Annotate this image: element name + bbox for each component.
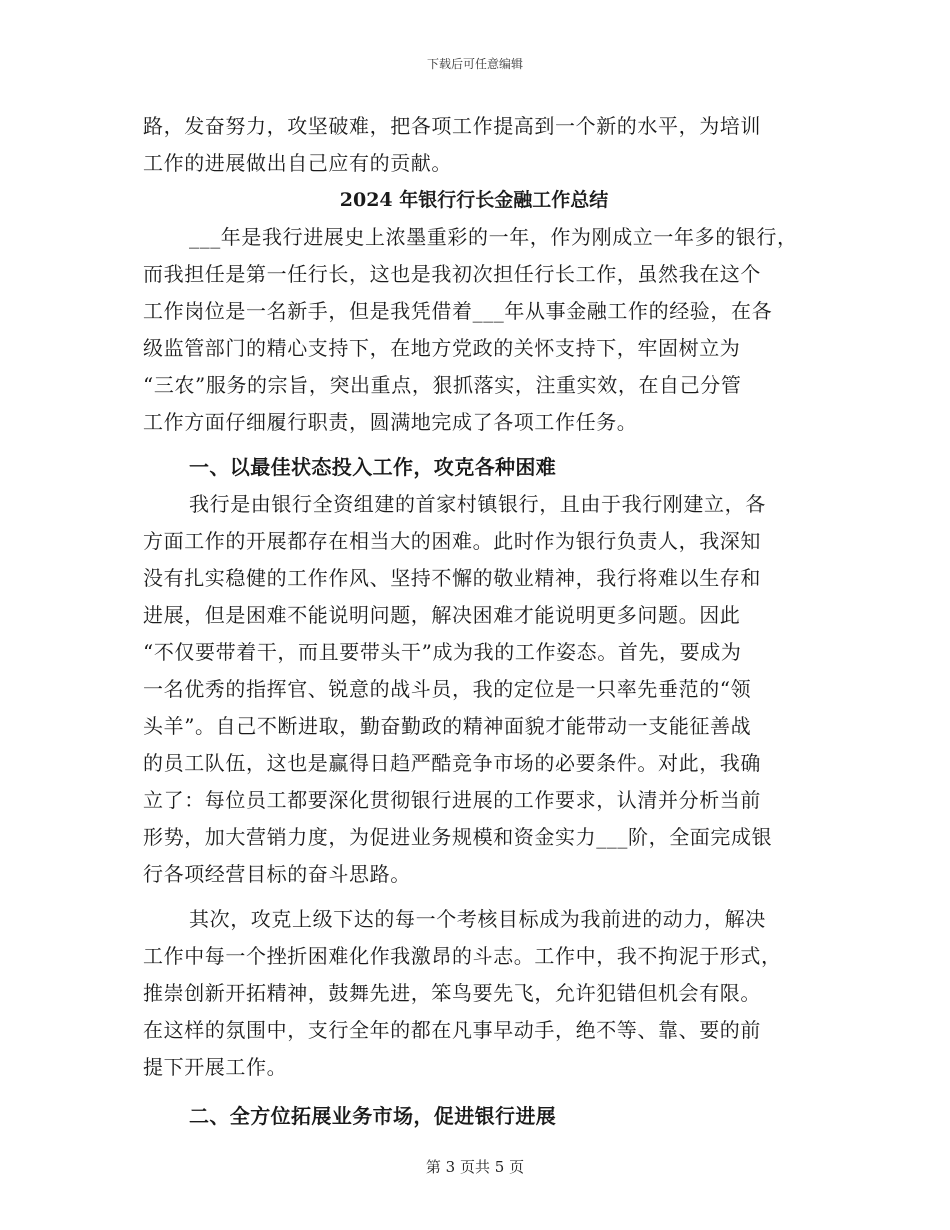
section-heading-1: 一、以最佳状态投入工作，攻克各种困难 <box>189 455 557 479</box>
document-title: 2024 年银行行长金融工作总结 <box>339 189 609 211</box>
body-line: 的员工队伍，这也是赢得日趋严酷竞争市场的必要条件。对此，我确 <box>143 751 761 775</box>
body-line: 没有扎实稳健的工作作风、坚持不懈的敬业精神，我行将难以生存和 <box>143 566 761 590</box>
body-line: 路，发奋努力，攻坚破难，把各项工作提高到一个新的水平，为培训 <box>143 114 761 138</box>
body-line: 工作中每一个挫折困难化作我激昂的斗志。工作中，我不拘泥于形式， <box>143 944 782 968</box>
body-line: 立了：每位员工都要深化贯彻银行进展的工作要求，认清并分析当前 <box>143 788 761 812</box>
body-line: 工作的进展做出自己应有的贡献。 <box>143 151 452 175</box>
body-line: 进展，但是困难不能说明问题，解决困难才能说明更多问题。因此 <box>143 603 741 627</box>
body-line: 一名优秀的指挥官、锐意的战斗员，我的定位是一只率先垂范的“领 <box>143 677 752 701</box>
body-line: 在这样的氛围中，支行全年的都在凡事早动手，绝不等、靠、要的前 <box>143 1018 761 1042</box>
paragraph-line: 我行是由银行全资组建的首家村镇银行，且由于我行刚建立，各 <box>189 492 766 516</box>
body-line: 工作方面仔细履行职责，圆满地完成了各项工作任务。 <box>143 410 638 434</box>
body-line: 头羊”。自己不断进取，勤奋勤政的精神面貌才能带动一支能征善战 <box>143 714 752 738</box>
body-line: 工作岗位是一名新手，但是我凭借着___年从事金融工作的经验，在各 <box>143 299 773 323</box>
paragraph-line: ___年是我行进展史上浓墨重彩的一年，作为刚成立一年多的银行， <box>189 225 798 249</box>
body-line: 形势，加大营销力度，为促进业务规模和资金实力___阶，全面完成银 <box>143 825 773 849</box>
paragraph-line: 其次，攻克上级下达的每一个考核目标成为我前进的动力，解决 <box>189 907 766 931</box>
body-line: 方面工作的开展都存在相当大的困难。此时作为银行负责人，我深知 <box>143 529 761 553</box>
section-heading-2: 二、全方位拓展业务市场，促进银行进展 <box>189 1104 557 1128</box>
page-header: 下载后可任意编辑 <box>426 57 523 71</box>
body-line: “不仅要带着干，而且要带头干”成为我的工作姿态。首先，要成为 <box>143 640 742 664</box>
document-body <box>143 108 805 1135</box>
body-line: 而我担任是第一任行长，这也是我初次担任行长工作，虽然我在这个 <box>143 262 761 286</box>
body-line: 提下开展工作。 <box>143 1055 288 1079</box>
body-line: “三农”服务的宗旨，突出重点，狠抓落实，注重实效，在自己分管 <box>143 373 742 397</box>
body-line: 推崇创新开拓精神，鼓舞先进，笨鸟要先飞，允许犯错但机会有限。 <box>143 981 761 1005</box>
body-line: 行各项经营目标的奋斗思路。 <box>143 862 411 886</box>
body-line: 级监管部门的精心支持下，在地方党政的关怀支持下，牢固树立为 <box>143 336 741 360</box>
page-footer: 第 3 页共 5 页 <box>425 1158 525 1176</box>
